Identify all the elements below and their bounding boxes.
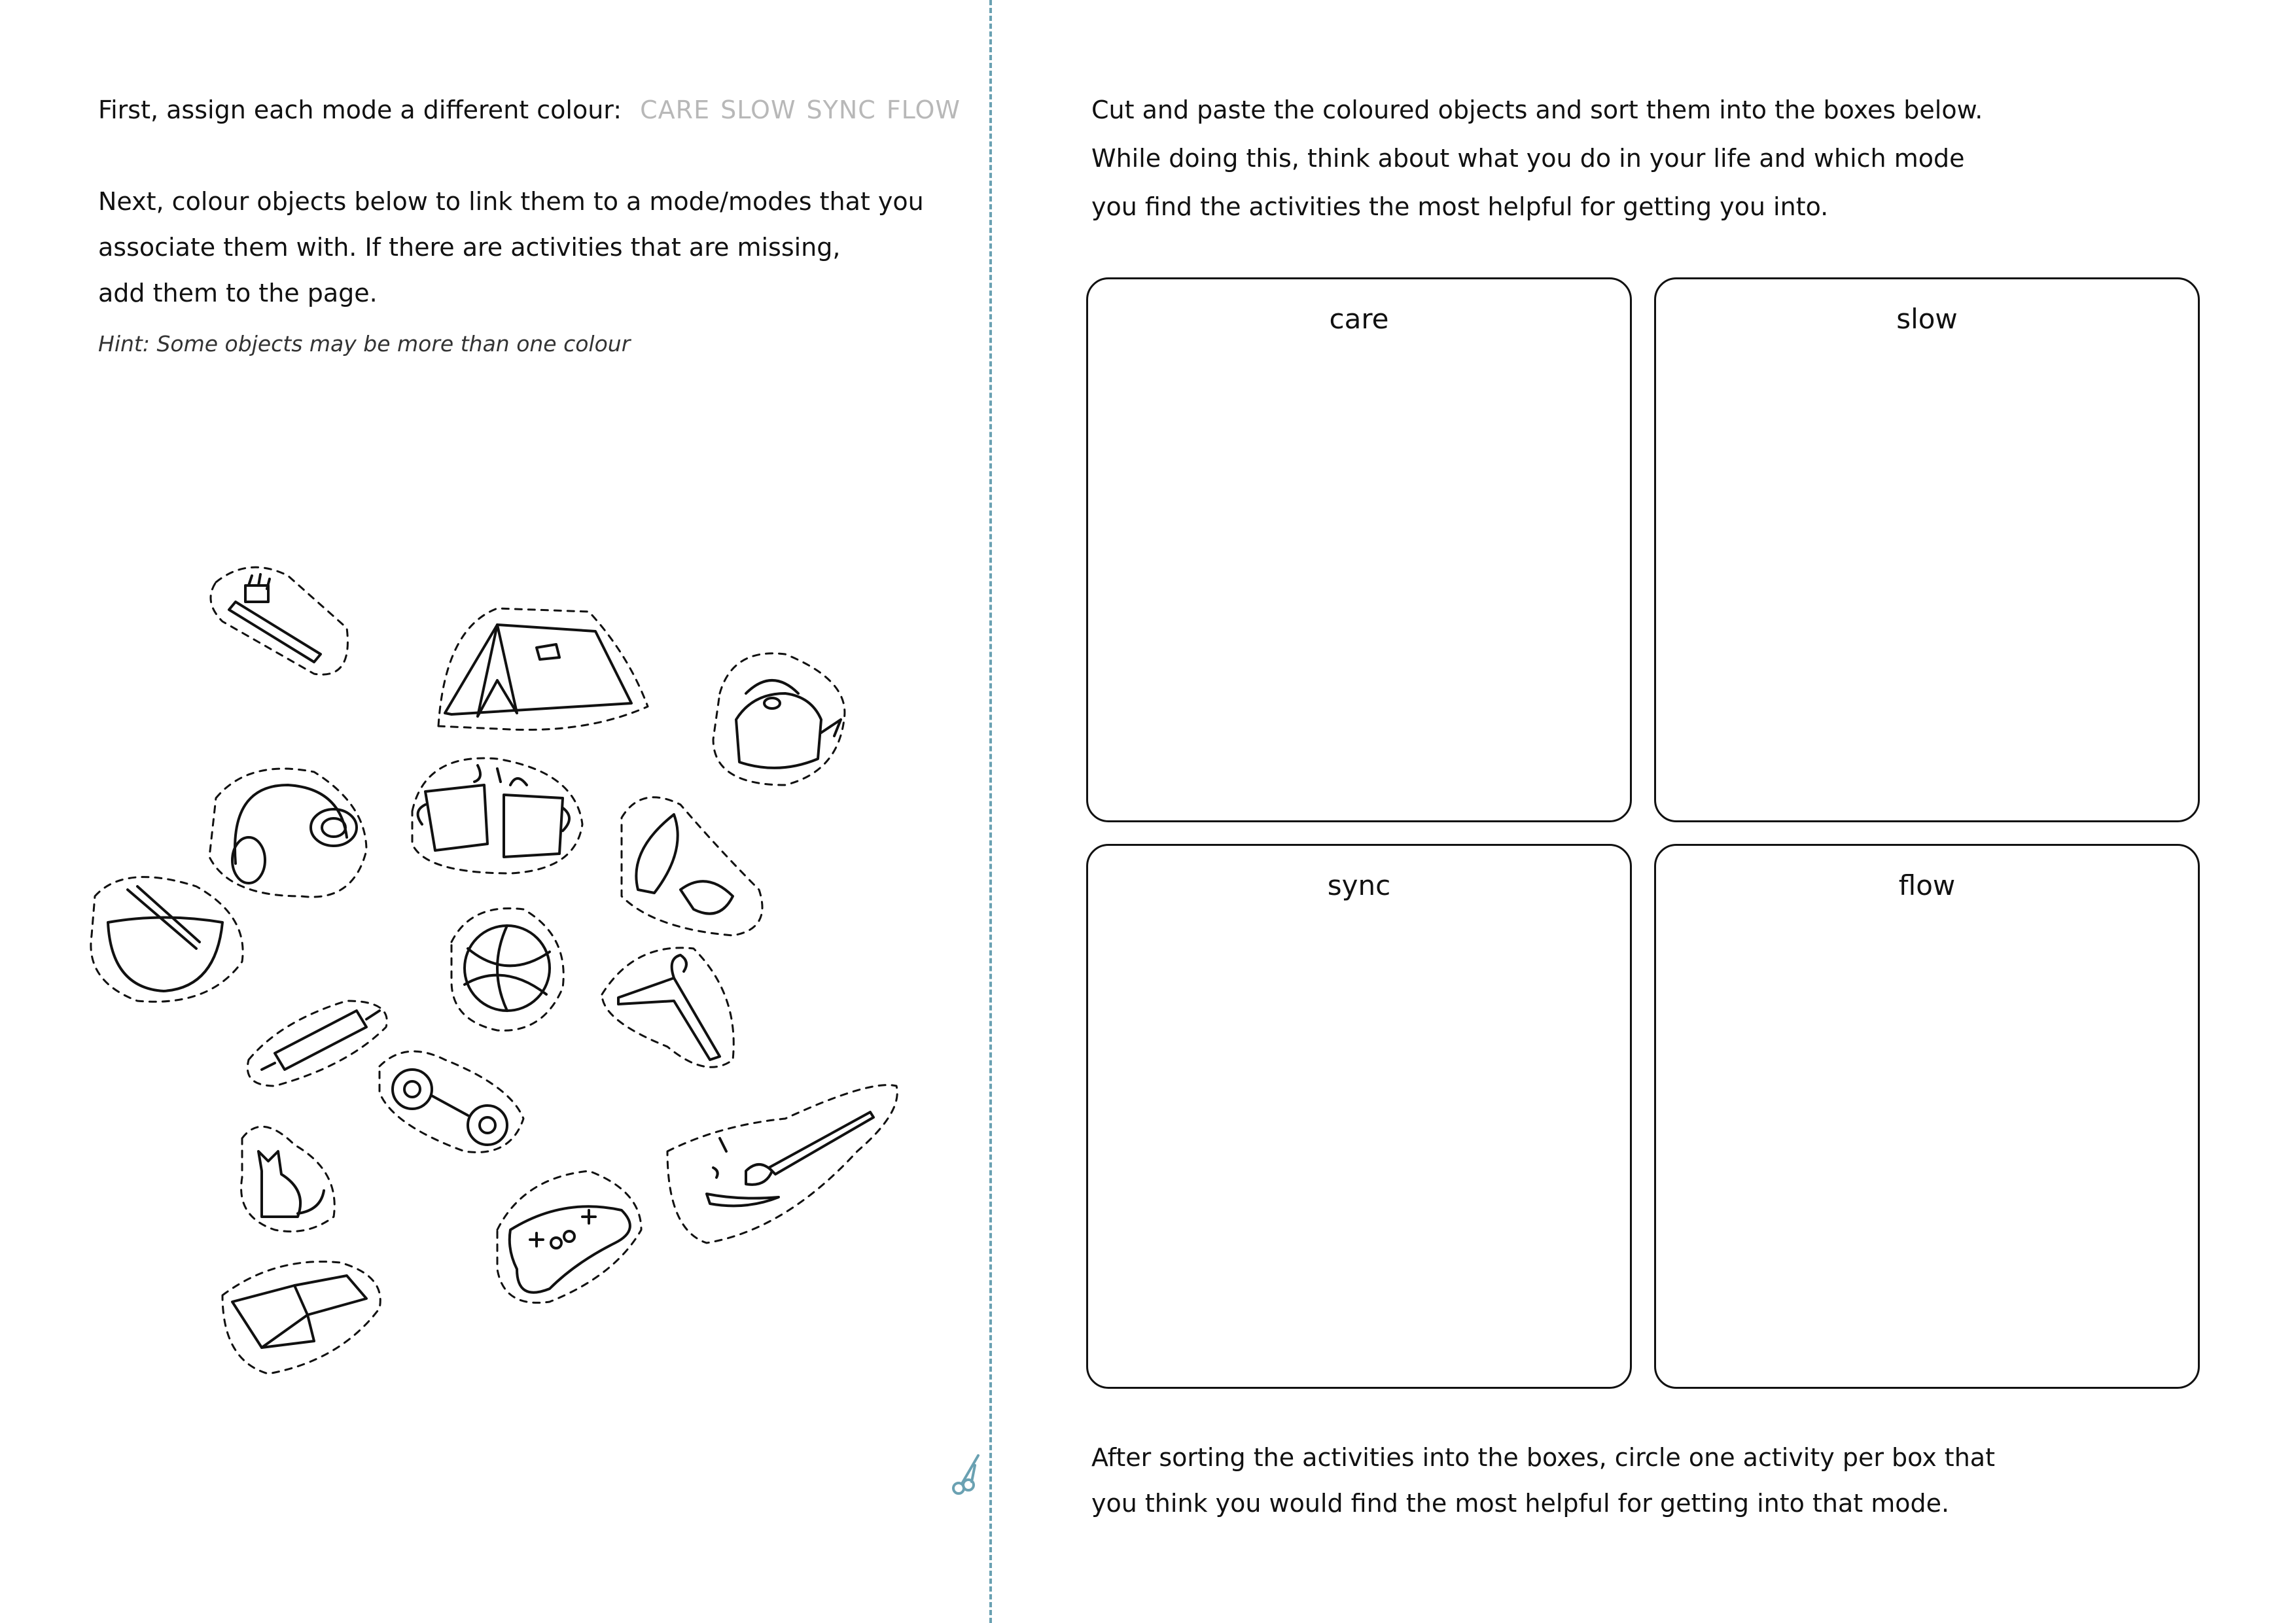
mode-label-flow: FLOW [886, 96, 961, 124]
sort-box-slow[interactable] [1654, 277, 2200, 822]
mode-label-care: CARE [640, 96, 711, 124]
cat-icon[interactable] [241, 1126, 335, 1231]
tent-icon[interactable] [438, 608, 648, 730]
toothbrush-icon[interactable] [211, 567, 347, 674]
dumbbell-icon[interactable] [380, 1051, 523, 1152]
paintbrush-icon[interactable] [667, 1085, 897, 1243]
sort-box-title-care: care [1329, 303, 1389, 335]
mode-label-slow: SLOW [720, 96, 796, 124]
sort-box-sync[interactable] [1086, 844, 1632, 1389]
circle-instruction-line-2: you think you would find the most helpful for getting into that mode. [1091, 1489, 1950, 1518]
sort-instruction-line-2: While doing this, think about what you do in your life and which mode [1091, 144, 1965, 173]
rolling-pin-icon[interactable] [247, 1001, 387, 1086]
sort-box-title-sync: sync [1327, 869, 1391, 901]
mugs-icon[interactable] [412, 758, 582, 873]
bowl-chopsticks-icon[interactable] [91, 877, 243, 1002]
colour-instruction-line-2: associate them with. If there are activities that are missing, [98, 233, 841, 262]
sort-box-flow[interactable] [1654, 844, 2200, 1389]
mode-label-sync: SYNC [806, 96, 876, 124]
sort-box-title-flow: flow [1898, 869, 1956, 901]
basketball-icon[interactable] [451, 909, 563, 1031]
book-icon[interactable] [222, 1262, 380, 1374]
hanger-icon[interactable] [602, 948, 733, 1067]
kettle-icon[interactable] [713, 654, 845, 785]
sort-box-title-slow: slow [1896, 303, 1958, 335]
cutout-objects [0, 0, 981, 1439]
cut-line [989, 0, 992, 1623]
scissors-icon [949, 1452, 988, 1498]
sort-box-care[interactable] [1086, 277, 1632, 822]
sort-instruction-line-3: you find the activities the most helpful for getting you into. [1091, 192, 1829, 221]
sort-instruction-line-1: Cut and paste the coloured objects and sort them into the boxes below. [1091, 96, 1983, 124]
hint-text: Hint: Some objects may be more than one colour [98, 331, 631, 357]
colour-instruction-line-3: add them to the page. [98, 279, 378, 307]
assign-prefix: First, assign each mode a different colour: [98, 96, 622, 124]
circle-instruction-line-1: After sorting the activities into the boxes, circle one activity per box that [1091, 1443, 1995, 1472]
game-controller-icon[interactable] [497, 1171, 641, 1302]
colour-instruction-line-1: Next, colour objects below to link them to a mode/modes that you [98, 187, 924, 216]
headphones-icon[interactable] [209, 769, 366, 897]
leaf-icon[interactable] [622, 797, 762, 935]
